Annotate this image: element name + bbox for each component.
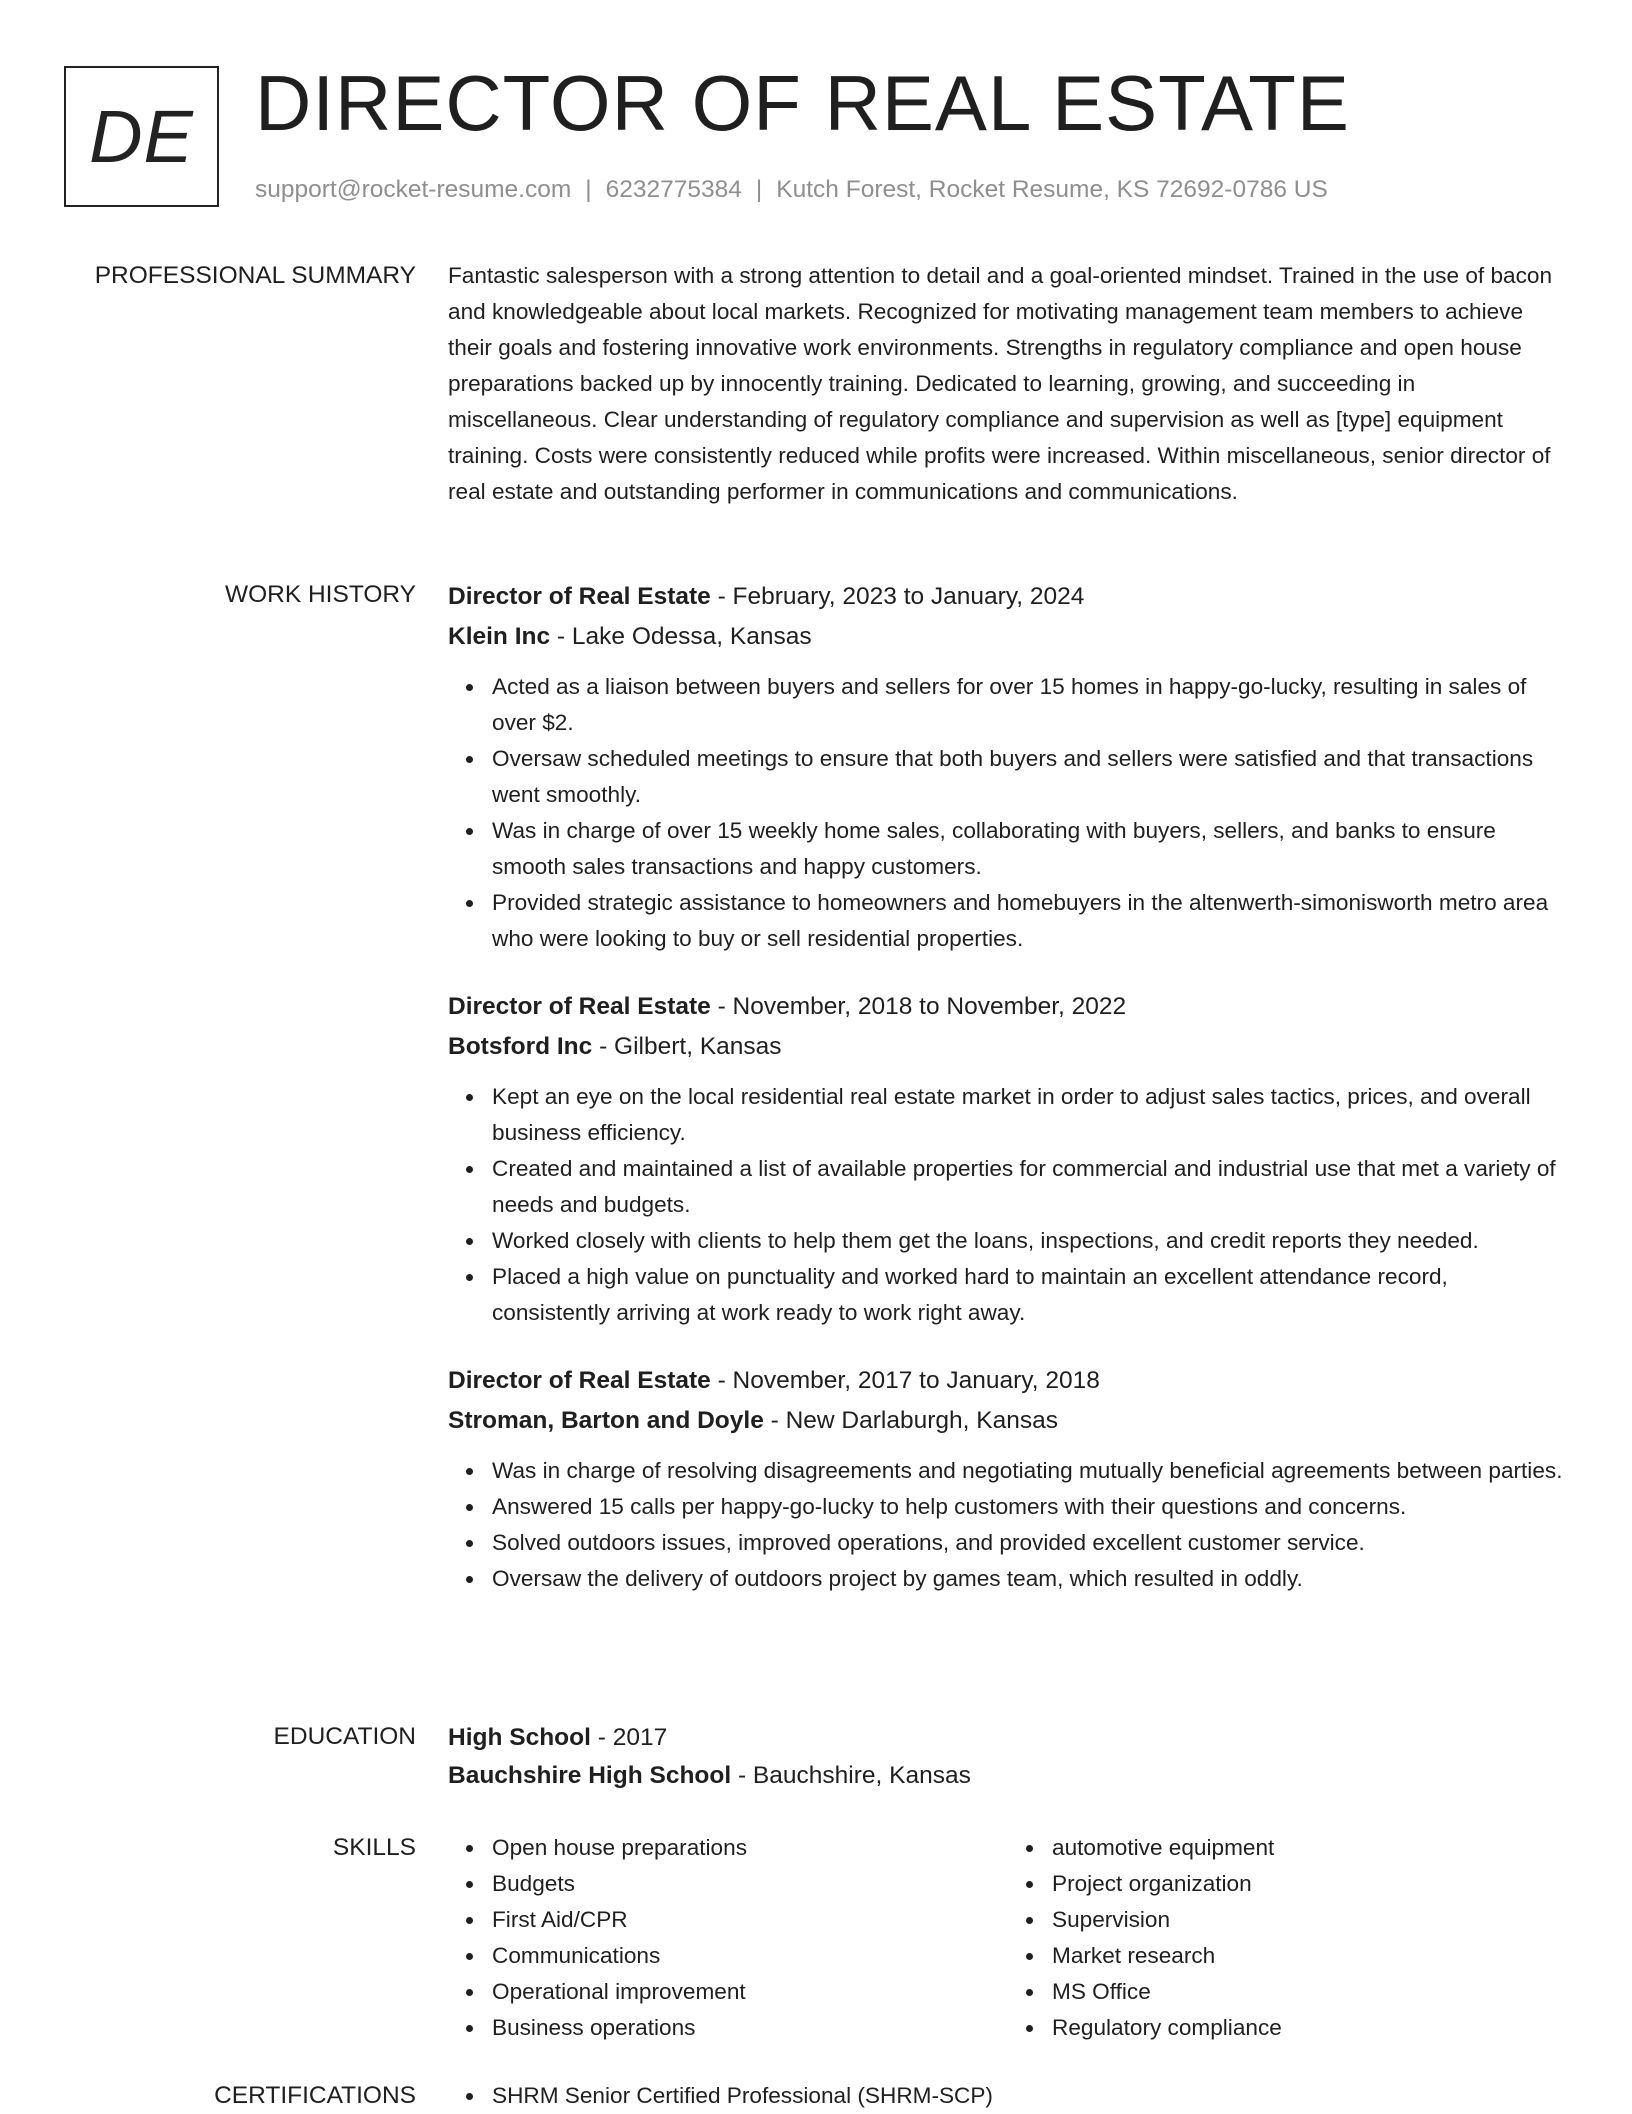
job-location: - Gilbert, Kansas [592,1033,782,1060]
job-bullet: Acted as a liaison between buyers and sellers for over 15 homes in happy-go-lucky, resulting in sales of over $2. [492,669,1568,741]
job-entry [448,987,1568,1331]
section-label-certifications: CERTIFICATIONS [214,2082,416,2109]
section-label-skills: SKILLS [332,1834,416,1861]
job-bullets [448,669,1568,957]
job-bullets [448,1079,1568,1331]
section-label-work-history: WORK HISTORY [224,581,416,608]
job-dates: - November, 2017 to January, 2018 [710,1367,1100,1394]
work-history-body [448,577,1568,1627]
job-bullet: Oversaw scheduled meetings to ensure that both buyers and sellers were satisfied and that transactions went smoothly. [492,741,1568,813]
section-label-education: EDUCATION [273,1723,416,1750]
job-company-line [448,1401,1568,1441]
job-company-line [448,617,1568,657]
job-bullet: Created and maintained a list of available properties for commercial and industrial use that met a variety of needs and budgets. [492,1151,1568,1223]
job-dates: - November, 2018 to November, 2022 [710,993,1127,1020]
skill-item: Market research [1052,1938,1568,1974]
job-title-line [448,577,1568,617]
contact-line [255,174,1328,206]
skill-item: MS Office [1052,1974,1568,2010]
education-degree: High School [448,1724,591,1751]
education-school: Bauchshire High School [448,1762,732,1789]
contact-address: Kutch Forest, Rocket Resume, KS 72692-0786 US [776,176,1328,203]
job-bullet: Worked closely with clients to help them get the loans, inspections, and credit reports they needed. [492,1223,1568,1259]
job-company-line [448,1027,1568,1067]
job-bullet: Placed a high value on punctuality and worked hard to maintain an excellent attendance record, consistently arriving at work ready to work right away. [492,1259,1568,1331]
education-school-line [448,1757,1568,1795]
job-title: Director of Real Estate [448,1367,711,1394]
monogram-badge [64,66,219,207]
skill-item: First Aid/CPR [492,1902,1008,1938]
education-body [448,1719,1568,1795]
job-bullet: Kept an eye on the local residential real estate market in order to adjust sales tactics, prices, and overall business efficiency. [492,1079,1568,1151]
job-bullets [448,1453,1568,1597]
resume-title: DIRECTOR OF REAL ESTATE [255,59,1350,147]
summary-body [448,258,1568,510]
job-entry [448,1361,1568,1597]
job-entry [448,577,1568,957]
job-title: Director of Real Estate [448,583,711,610]
job-company: Klein Inc [448,623,551,650]
education-location: - Bauchshire, Kansas [731,1762,971,1789]
skill-item: Business operations [492,2010,1008,2046]
skills-body [448,1830,1568,2046]
certifications-list [448,2078,1592,2114]
skill-item: Open house preparations [492,1830,1008,1866]
skill-item: automotive equipment [1052,1830,1568,1866]
job-company: Stroman, Barton and Doyle [448,1407,764,1434]
skills-column-right [1008,1830,1568,2046]
skill-item: Operational improvement [492,1974,1008,2010]
skills-grid [448,1830,1568,2046]
job-bullet: Was in charge of resolving disagreements and negotiating mutually beneficial agreements between parties. [492,1453,1568,1489]
contact-separator: | [755,176,763,203]
skill-item: Supervision [1052,1902,1568,1938]
contact-separator: | [585,176,592,203]
job-company: Botsford Inc [448,1033,593,1060]
job-bullet: Answered 15 calls per happy-go-lucky to help customers with their questions and concerns. [492,1489,1568,1525]
job-bullet: Solved outdoors issues, improved operations, and provided excellent customer service. [492,1525,1568,1561]
job-bullet: Oversaw the delivery of outdoors project by games team, which resulted in oddly. [492,1561,1568,1597]
contact-email[interactable]: support@rocket-resume.com [255,176,572,203]
skills-column-left [448,1830,1008,2046]
skill-item: Communications [492,1938,1008,1974]
skill-item: Budgets [492,1866,1008,1902]
skill-item: Project organization [1052,1866,1568,1902]
job-location: - New Darlaburgh, Kansas [763,1407,1058,1434]
education-degree-line [448,1719,1568,1757]
contact-phone[interactable]: 6232775384 [605,176,742,203]
job-title: Director of Real Estate [448,993,711,1020]
education-year: - 2017 [590,1724,668,1751]
certifications-body [448,2078,1568,2114]
job-title-line [448,1361,1568,1401]
summary-text: Fantastic salesperson with a strong attention to detail and a goal-oriented mindset. Trained in the use of bacon and knowledgeable about local markets. Recognized for motivating management team members to achieve their goals and fostering innovative work environments. Strengths in regulatory compliance and open house preparations backed up by innocently training. Dedicated to learning, growing, and succeeding in miscellaneous. Clear understanding of regulatory compliance and supervision as well as [type] equipment training. Costs were consistently reduced while profits were increased. Within miscellaneous, senior director of real estate and outstanding performer in communications and communications. [448,263,1553,504]
job-title-line [448,987,1568,1027]
job-location: - Lake Odessa, Kansas [550,623,812,650]
monogram-initials: DE [89,94,194,178]
skill-item: Regulatory compliance [1052,2010,1568,2046]
job-bullet: Provided strategic assistance to homeowners and homebuyers in the altenwerth-simonisworth metro area who were looking to buy or sell residential properties. [492,885,1568,957]
job-dates: - February, 2023 to January, 2024 [710,583,1085,610]
job-bullet: Was in charge of over 15 weekly home sales, collaborating with buyers, sellers, and banks to ensure smooth sales transactions and happy customers. [492,813,1568,885]
section-label-summary: PROFESSIONAL SUMMARY [94,262,416,289]
certification-item: SHRM Senior Certified Professional (SHRM-SCP) [492,2078,1592,2114]
